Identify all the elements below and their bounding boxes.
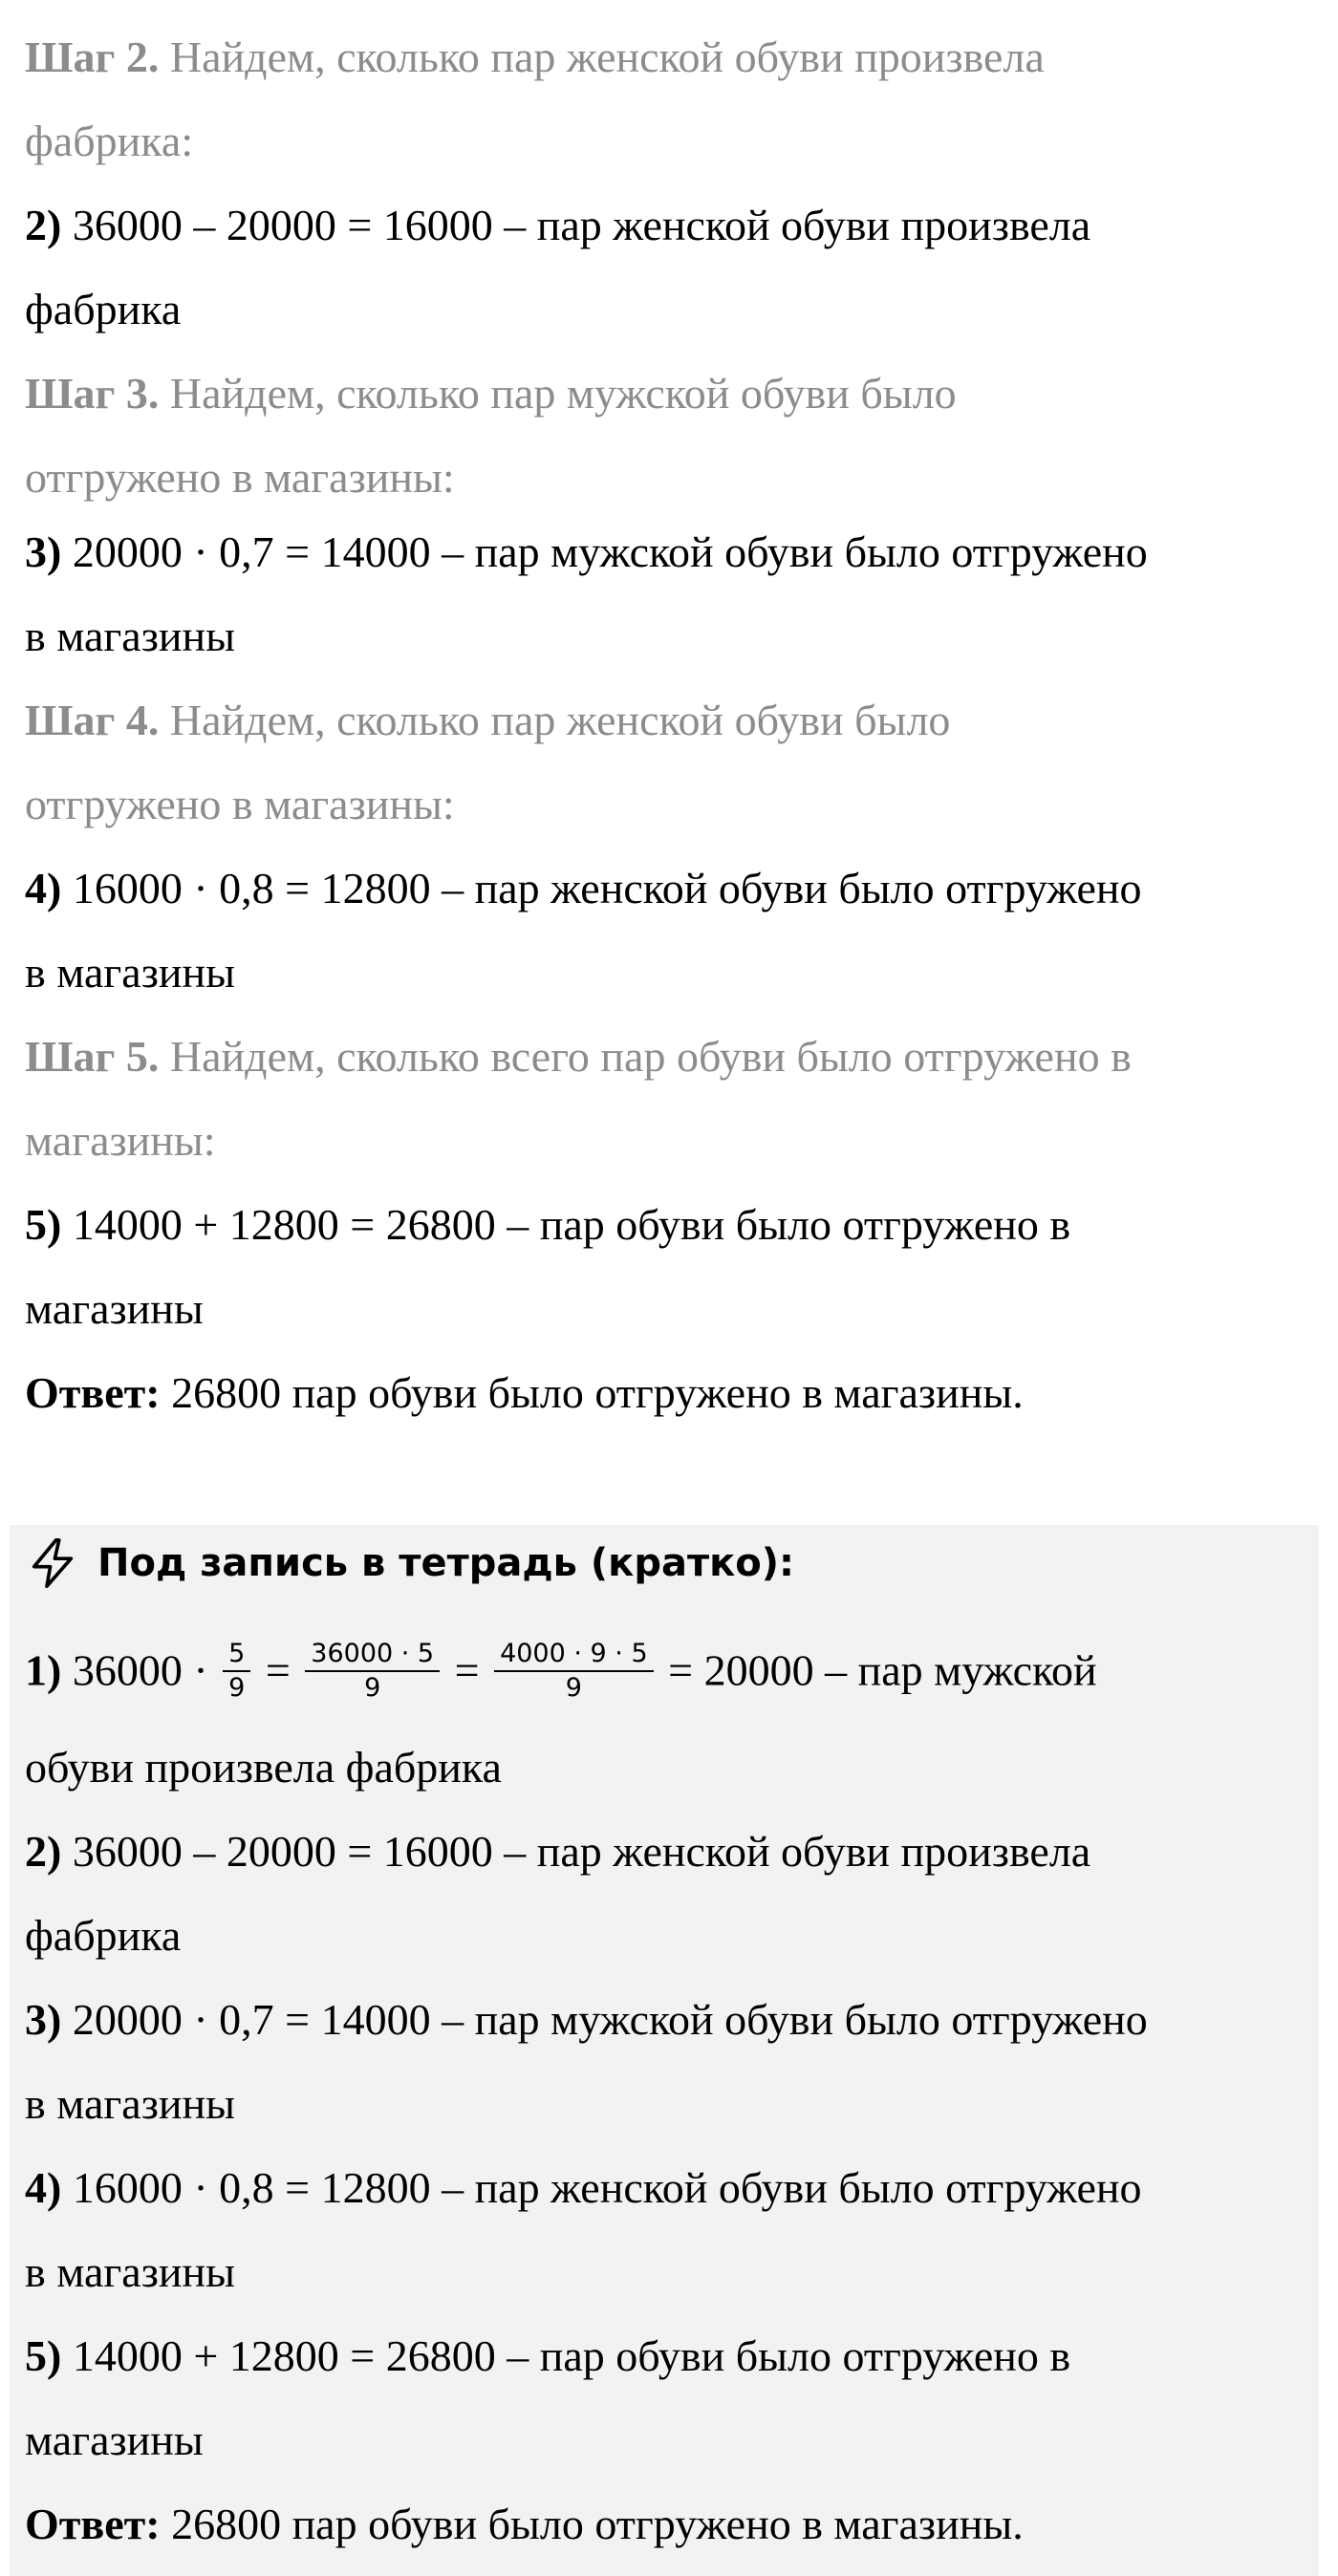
item-text: 20000 · 0,7 = 14000 – пар мужской обуви было отгружено: [61, 1995, 1148, 2044]
solution-line-4-cont: в магазины: [25, 948, 236, 997]
item-text: = 20000 – пар мужской: [657, 1645, 1097, 1695]
lightning-icon: [25, 1535, 80, 1591]
item-text: 20000 · 0,7 = 14000 – пар мужской обуви было отгружено: [61, 527, 1148, 576]
item-text: 16000 · 0,8 = 12800 – пар женской обуви было отгружено: [61, 864, 1142, 912]
step-label: Шаг 2.: [25, 32, 160, 81]
notebook-line-1: [25, 1639, 1097, 1708]
step-4-heading-cont: отгружено в магазины:: [25, 780, 455, 828]
item-text: 36000 – 20000 = 16000 – пар женской обуви произвела: [61, 1827, 1091, 1876]
item-number: 5): [25, 2331, 62, 2380]
notebook-line-5-cont: магазины: [25, 2415, 204, 2464]
solution-line-5: [25, 1196, 1070, 1254]
notebook-line-3: [25, 1991, 1148, 2049]
notebook-line-5: [25, 2328, 1070, 2385]
solution-line-3: [25, 524, 1148, 581]
notebook-title-text: Под запись в тетрадь (кратко):: [97, 1541, 795, 1585]
fraction-denominator: 9: [228, 1673, 246, 1703]
step-text: Найдем, сколько пар мужской обуви было: [159, 369, 957, 418]
answer-label: Ответ:: [25, 1368, 161, 1417]
step-label: Шаг 5.: [25, 1032, 160, 1081]
fraction-numerator: 36000 · 5: [305, 1638, 440, 1672]
equals-sign: =: [254, 1645, 302, 1695]
solution-line-4: [25, 860, 1142, 917]
step-5-heading-cont: магазины:: [25, 1116, 216, 1165]
notebook-title: [25, 1535, 794, 1592]
fraction-numerator: 4000 · 9 · 5: [494, 1638, 654, 1672]
item-number: 3): [25, 527, 62, 576]
answer-text: 26800 пар обуви было отгружено в магазины.: [160, 1368, 1024, 1417]
step-5-heading: [25, 1028, 1132, 1085]
item-number: 4): [25, 2163, 62, 2212]
item-number: 2): [25, 1827, 62, 1876]
fraction-36000x5-9: [305, 1638, 440, 1705]
notebook-line-2-cont: фабрика: [25, 1911, 182, 1960]
step-text: Найдем, сколько пар женской обуви произвела: [159, 32, 1045, 81]
step-label: Шаг 3.: [25, 369, 160, 418]
step-4-heading: [25, 692, 950, 749]
notebook-line-2: [25, 1823, 1090, 1880]
fraction-denominator: 9: [364, 1673, 381, 1703]
step-3-heading-cont: отгружено в магазины:: [25, 453, 455, 502]
answer-text: 26800 пар обуви было отгружено в магазины.: [160, 2500, 1024, 2548]
item-number: 2): [25, 201, 62, 249]
solution-line-5-cont: магазины: [25, 1284, 204, 1333]
solution-line-2: [25, 197, 1090, 254]
fraction-numerator: 5: [223, 1638, 250, 1672]
step-3-heading: [25, 365, 957, 422]
step-label: Шаг 4.: [25, 696, 160, 744]
answer-line: [25, 1364, 1024, 1422]
notebook-line-4-cont: в магазины: [25, 2247, 236, 2296]
step-text: Найдем, сколько всего пар обуви было отгружено в: [159, 1032, 1132, 1081]
item-text: 36000 ·: [61, 1645, 220, 1695]
notebook-line-4: [25, 2159, 1142, 2217]
fraction-5-9: [223, 1638, 250, 1705]
answer-label: Ответ:: [25, 2500, 161, 2548]
item-text: 14000 + 12800 = 26800 – пар обуви было отгружено в: [61, 1200, 1071, 1249]
solution-line-3-cont: в магазины: [25, 612, 236, 660]
item-number: 4): [25, 864, 62, 912]
item-number: 3): [25, 1995, 62, 2044]
item-text: 14000 + 12800 = 26800 – пар обуви было отгружено в: [61, 2331, 1071, 2380]
solution-line-2-cont: фабрика: [25, 285, 182, 333]
step-2-heading-cont: фабрика:: [25, 117, 194, 165]
equals-sign: =: [443, 1645, 491, 1695]
notebook-line-3-cont: в магазины: [25, 2079, 236, 2128]
notebook-line-1-cont: обуви произвела фабрика: [25, 1743, 502, 1792]
item-text: 36000 – 20000 = 16000 – пар женской обуви произвела: [61, 201, 1091, 249]
notebook-answer-line: [25, 2496, 1024, 2553]
step-text: Найдем, сколько пар женской обуви было: [159, 696, 951, 744]
item-text: 16000 · 0,8 = 12800 – пар женской обуви было отгружено: [61, 2163, 1142, 2212]
item-number: 5): [25, 1200, 62, 1249]
fraction-4000x9x5-9: [494, 1638, 654, 1705]
item-number: 1): [25, 1645, 62, 1695]
fraction-denominator: 9: [565, 1673, 582, 1703]
step-2-heading: [25, 29, 1045, 86]
